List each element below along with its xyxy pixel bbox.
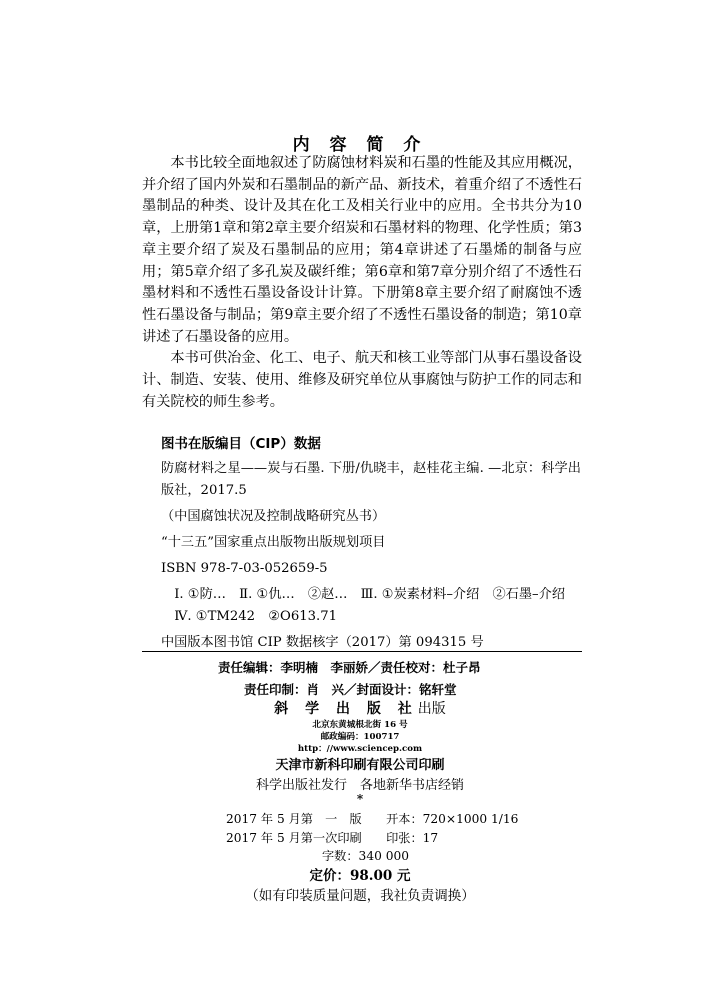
- divider: [142, 651, 582, 652]
- publisher-suffix: 出版: [417, 701, 446, 717]
- printer: 天津市新科印刷有限公司印刷: [275, 758, 445, 773]
- distribution: 科学出版社发行 各地新华书店经销: [255, 778, 464, 793]
- edition-line: 2017 年 5 月第 一 版 开本：720×1000 1/16: [226, 812, 519, 826]
- cip-heading: 图书在版编目（CIP）数据: [161, 436, 321, 452]
- price: 定价：98.00 元: [309, 868, 411, 884]
- quality-note: （如有印装质量问题，我社负责调换）: [245, 888, 475, 904]
- word-count: 字数：340 000: [322, 849, 409, 863]
- cip-subjects: Ⅰ. ①防… Ⅱ. ①仇… ②赵… Ⅲ. ①炭素材料–介绍 ②石墨–介绍: [174, 587, 566, 602]
- cip-core-data: 中国版本图书馆 CIP 数据核字（2017）第 094315 号: [161, 635, 484, 650]
- cip-subjects: Ⅳ. ①TM242 ②O613.71: [174, 609, 338, 624]
- separator-star: *: [356, 792, 364, 806]
- publisher-address: 北京东黄城根北街 16 号: [312, 720, 408, 730]
- publisher-url: http：//www.sciencep.com: [297, 744, 423, 754]
- cip-project: “十三五”国家重点出版物出版规划项目: [161, 535, 386, 550]
- summary-paragraph: 本书可供冶金、化工、电子、航天和核工业等部门从事石墨设备设计、制造、安装、使用、维修及研究单位从事腐蚀与防护工作的同志和有关院校的师生参考。: [142, 350, 582, 410]
- credits-text: 责任印制：肖 兴／封面设计：铭轩堂: [244, 682, 457, 697]
- cip-section: [161, 458, 581, 658]
- cip-entry: 防腐材料之星——炭与石墨. 下册/仇晓丰，赵桂花主编. —北京：科学出版社，2017.5: [161, 461, 581, 498]
- publisher-line: [0, 698, 720, 718]
- publisher-postcode: 邮政编码：100717: [320, 732, 400, 742]
- cip-isbn: ISBN 978-7-03-052659-5: [161, 561, 328, 576]
- summary-section: [142, 153, 582, 413]
- cip-series: （中国腐蚀状况及控制战略研究丛书）: [161, 509, 386, 524]
- publisher-name: 斜 学 出 版 社: [274, 701, 418, 717]
- page-title: 内 容 简 介: [292, 135, 428, 155]
- printing-line: 2017 年 5 月第一次印刷 印张：17: [226, 831, 439, 845]
- summary-paragraph: 本书比较全面地叙述了防腐蚀材料炭和石墨的性能及其应用概况，并介绍了国内外炭和石墨制品的新产品、新技术，着重介绍了不透性石墨制品的种类、设计及其在化工及相关行业中的应用。全书共分为10章，上册第1章和第2章主要介绍炭和石墨材料的物理、化学性质；第3章主要介绍了炭及石墨制品的应用；第4章讲述了石墨烯的制备与应用；第5章介绍了多孔炭及碳纤维；第6章和第7章分别介绍了不透性石墨材料和不透性石墨设备设计计算。下册第8章主要介绍了耐腐蚀不透性石墨设备与制品；第9章主要介绍了不透性石墨设备的制造；第10章讲述了石墨设备的应用。: [142, 155, 582, 345]
- credits-text: 责任编辑：李明楠 李丽娇／责任校对：杜子昂: [218, 660, 481, 675]
